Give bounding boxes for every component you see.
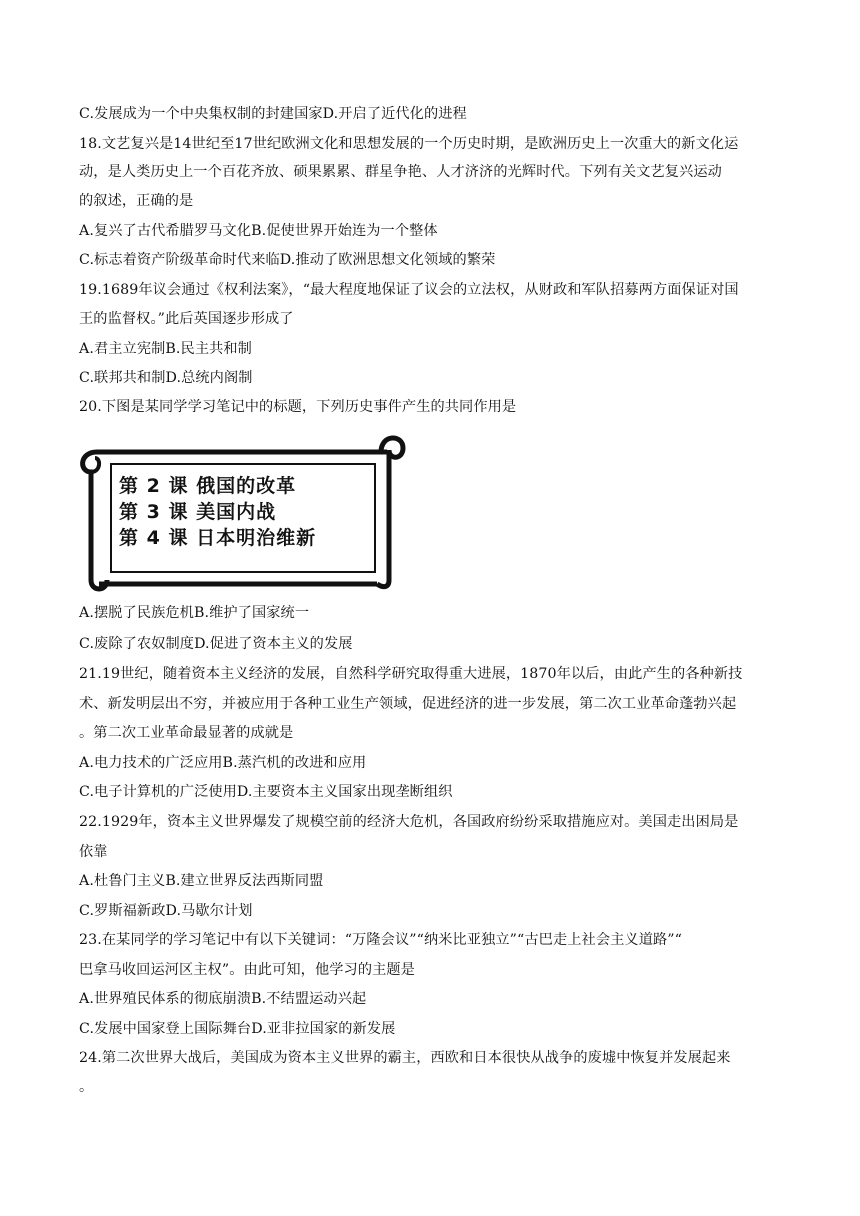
option-line-21-cd: C.电子计算机的广泛使用D.主要资本主义国家出现垄断组织 <box>79 784 453 800</box>
option-line-20-ab: A.摆脱了民族危机B.维护了国家统一 <box>79 605 310 621</box>
option-line-19-ab: A.君主立宪制B.民主共和制 <box>79 341 252 357</box>
question-20-line-1: 20.下图是某同学学习笔记中的标题，下列历史事件产生的共同作用是 <box>79 399 517 415</box>
option-line-23-cd: C.发展中国家登上国际舞台D.亚非拉国家的新发展 <box>79 1021 396 1037</box>
question-23-line-1: 23.在某同学的学习笔记中有以下关键词：“万隆会议”“纳米比亚独立”“古巴走上社会主义道路”“ <box>79 932 682 948</box>
question-24-line-1: 24.第二次世界大战后，美国成为资本主义世界的霸主，西欧和日本很快从战争的废墟中恢复并发展起来 <box>79 1050 731 1066</box>
option-line-22-ab: A.杜鲁门主义B.建立世界反法西斯同盟 <box>79 873 324 889</box>
question-24-line-2: 。 <box>79 1079 94 1095</box>
option-line-18-cd: C.标志着资产阶级革命时代来临D.推动了欧洲思想文化领域的繁荣 <box>79 252 496 268</box>
question-18-line-2: 动，是人类历史上一个百花齐放、硕果累累、群星争艳、人才济济的光辉时代。下列有关文艺复兴运动 <box>79 164 722 180</box>
option-line-18-ab: A.复兴了古代希腊罗马文化B.促使世界开始连为一个整体 <box>79 223 438 239</box>
question-21-line-3: 。第二次工业革命最显著的成就是 <box>79 725 294 741</box>
question-22-line-2: 依靠 <box>79 844 108 860</box>
scroll-line-3: 第 4 课 日本明治维新 <box>119 527 317 549</box>
question-22-line-1: 22.1929年，资本主义世界爆发了规模空前的经济大危机，各国政府纷纷采取措施应对。美国走出困局是 <box>79 814 739 830</box>
option-line-23-ab: A.世界殖民体系的彻底崩溃B.不结盟运动兴起 <box>79 991 367 1007</box>
question-18-line-3: 的叙述，正确的是 <box>79 193 194 209</box>
option-line-19-cd: C.联邦共和制D.总统内阁制 <box>79 370 253 386</box>
option-line-17-cd: C.发展成为一个中央集权制的封建国家D.开启了近代化的进程 <box>79 106 467 122</box>
option-line-20-cd: C.废除了农奴制度D.促进了资本主义的发展 <box>79 636 353 652</box>
question-18-line-1: 18.文艺复兴是14世纪至17世纪欧洲文化和思想发展的一个历史时期，是欧洲历史上一次重大的新文化运 <box>79 136 739 152</box>
question-21-line-2: 术、新发明层出不穷，并被应用于各种工业生产领域，促进经济的进一步发展，第二次工业革命蓬勃兴起 <box>79 696 737 712</box>
scroll-line-2: 第 3 课 美国内战 <box>119 501 277 523</box>
scroll-note-image <box>77 430 409 594</box>
question-23-line-2: 巴拿马收回运河区主权”。由此可知，他学习的主题是 <box>79 962 415 978</box>
option-line-22-cd: C.罗斯福新政D.马歇尔计划 <box>79 903 253 919</box>
question-21-line-1: 21.19世纪，随着资本主义经济的发展，自然科学研究取得重大进展，1870年以后，由此产生的各种新技 <box>79 666 743 682</box>
option-line-21-ab: A.电力技术的广泛应用B.蒸汽机的改进和应用 <box>79 755 367 771</box>
question-19-line-2: 王的监督权。”此后英国逐步形成了 <box>79 311 294 327</box>
scroll-graphic <box>77 430 409 594</box>
question-19-line-1: 19.1689年议会通过《权利法案》，“最大程度地保证了议会的立法权，从财政和军队招募两方面保证对国 <box>79 282 739 298</box>
scroll-line-1: 第 2 课 俄国的改革 <box>119 475 297 497</box>
